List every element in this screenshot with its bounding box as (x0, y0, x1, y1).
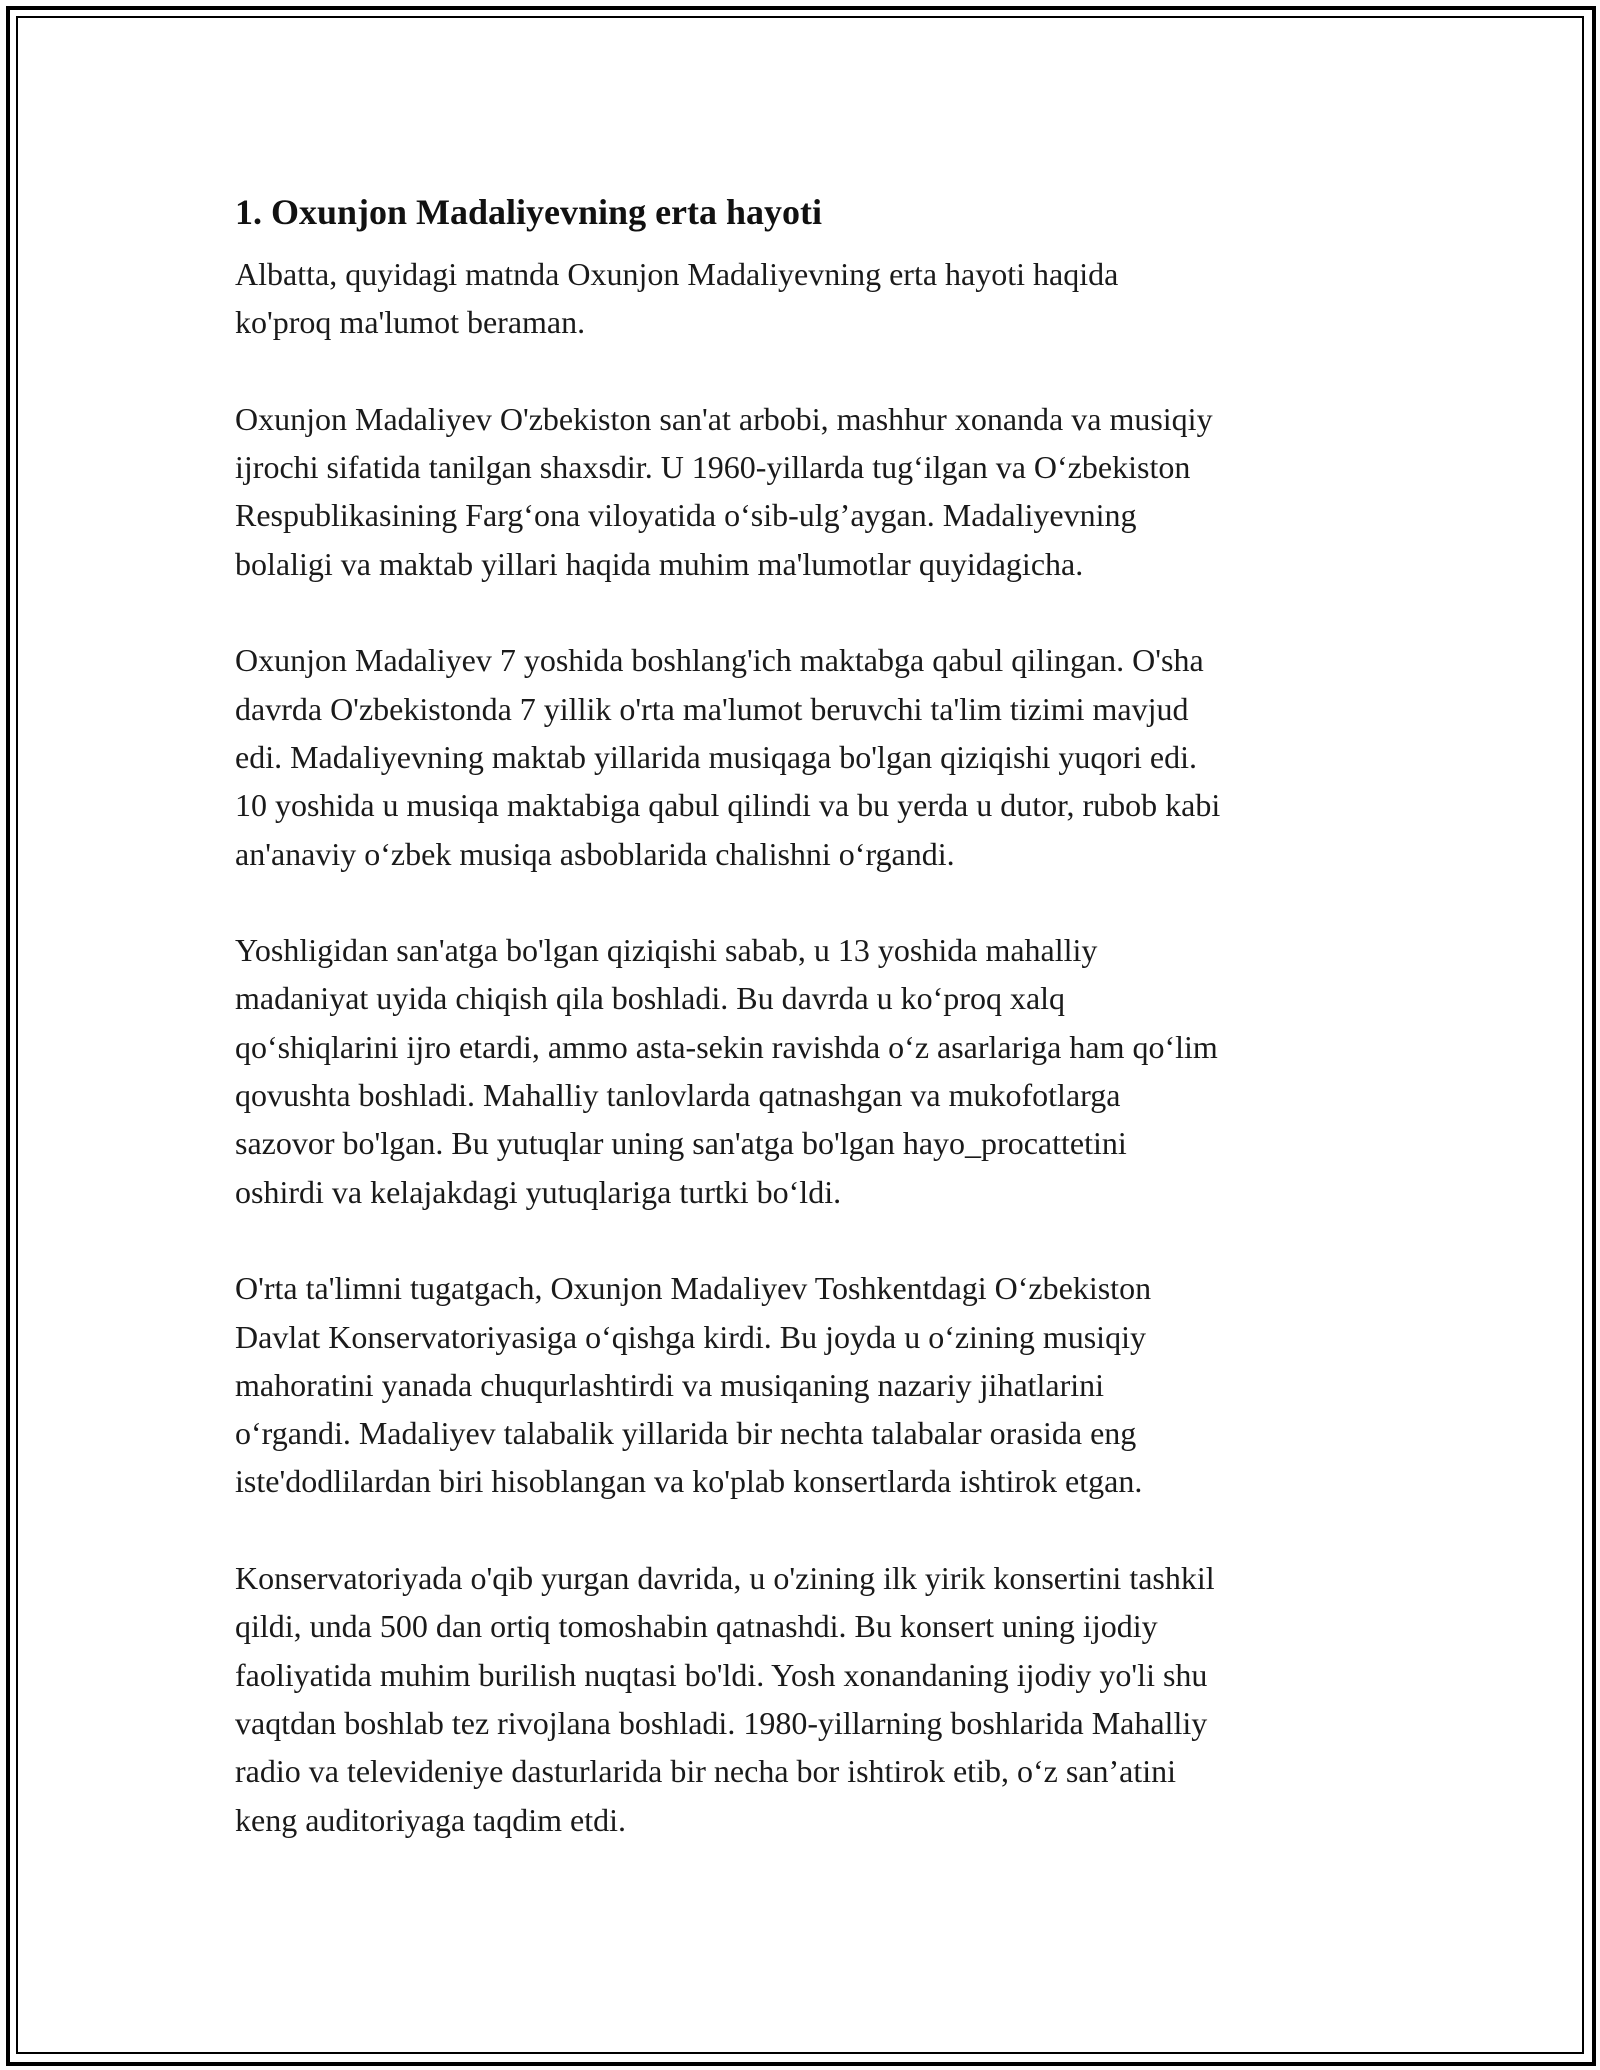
paragraph-first-concert (235, 1554, 1375, 1844)
text-line: Albatta, quyidagi matnda Oxunjon Madaliyevning erta hayoti haqida (235, 256, 1119, 292)
text-line: keng auditoriyaga taqdim etdi. (235, 1801, 626, 1838)
text-line: mahoratini yanada chuqurlashtirdi va musiqaning nazariy jihatlarini (235, 1366, 1105, 1403)
text-line: Oxunjon Madaliyev 7 yoshida boshlang'ich maktabga qabul qilingan. O'sha (235, 642, 1204, 679)
text-line: ko'proq ma'lumot beraman. (235, 304, 586, 341)
text-line: davrda O'zbekistonda 7 yillik o'rta ma'lumot beruvchi ta'lim tizimi mavjud (235, 690, 1189, 727)
section-heading: 1. Oxunjon Madaliyevning erta hayoti (235, 192, 823, 232)
text-line: 10 yoshida u musiqa maktabiga qabul qilindi va bu yerda u dutor, rubob kabi (235, 787, 1221, 824)
paragraph-school (235, 636, 1375, 877)
text-line: O'rta ta'limni tugatgach, Oxunjon Madaliyev Toshkentdagi O‘zbekiston (235, 1270, 1152, 1307)
paragraph-youth (235, 926, 1375, 1216)
paragraph-conservatory (235, 1264, 1375, 1505)
text-line: o‘rgandi. Madaliyev talabalik yillarida bir nechta talabalar orasida eng (235, 1415, 1137, 1452)
paragraph-intro (235, 250, 1375, 347)
text-line: Davlat Konservatoriyasiga o‘qishga kirdi. Bu joyda u o‘zining musiqiy (235, 1318, 1146, 1355)
paragraph-background (235, 395, 1375, 588)
text-line: edi. Madaliyevning maktab yillarida musiqaga bo'lgan qiziqishi yuqori edi. (235, 738, 1197, 775)
document-body (235, 188, 1375, 1892)
text-line: sazovor bo'lgan. Bu yutuqlar uning san'atga bo'lgan hayo_procattetini (235, 1125, 1127, 1162)
text-line: radio va televideniye dasturlarida bir necha bor ishtirok etib, o‘z san’atini (235, 1753, 1176, 1790)
text-line: iste'dodlilardan biri hisoblangan va ko'plab konsertlarda ishtirok etgan. (235, 1463, 1143, 1500)
text-line: Respublikasining Farg‘ona viloyatida o‘sib-ulg’aygan. Madaliyevning (235, 497, 1137, 534)
text-line: vaqtdan boshlab tez rivojlana boshladi. 1980-yillarning boshlarida Mahalliy (235, 1704, 1208, 1741)
text-line: qovushta boshladi. Mahalliy tanlovlarda qatnashgan va mukofotlarga (235, 1077, 1121, 1114)
text-line: an'anaviy o‘zbek musiqa asboblarida chalishni o‘rgandi. (235, 835, 955, 872)
text-line: Oxunjon Madaliyev O'zbekiston san'at arbobi, mashhur xonanda va musiqiy (235, 400, 1213, 437)
text-line: madaniyat uyida chiqish qila boshladi. Bu davrda u ko‘proq xalq (235, 980, 1066, 1017)
text-line: Konservatoriyada o'qib yurgan davrida, u o'zining ilk yirik konsertini tashkil (235, 1560, 1215, 1597)
text-line: faoliyatida muhim burilish nuqtasi bo'ldi. Yosh xonandaning ijodiy yo'li shu (235, 1656, 1208, 1693)
text-line: oshirdi va kelajakdagi yutuqlariga turtki bo‘ldi. (235, 1173, 842, 1210)
text-line: Yoshligidan san'atga bo'lgan qiziqishi sabab, u 13 yoshida mahalliy (235, 932, 1098, 969)
text-line: qo‘shiqlarini ijro etardi, ammo asta-sekin ravishda o‘z asarlariga ham qo‘lim (235, 1028, 1218, 1065)
text-line: ijrochi sifatida tanilgan shaxsdir. U 1960-yillarda tug‘ilgan va O‘zbekiston (235, 449, 1191, 486)
text-line: bolaligi va maktab yillari haqida muhim ma'lumotlar quyidagicha. (235, 545, 1084, 582)
text-line: qildi, unda 500 dan ortiq tomoshabin qatnashdi. Bu konsert uning ijodiy (235, 1608, 1158, 1645)
